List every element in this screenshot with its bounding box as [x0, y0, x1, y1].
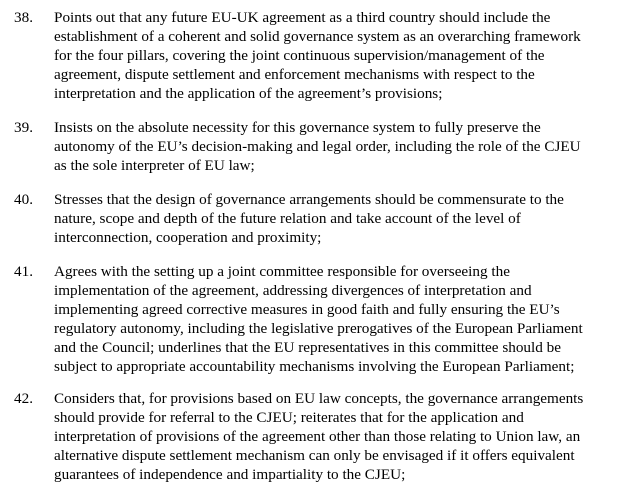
text-line: regulatory autonomy, including the legislative prerogatives of the European Parliament	[54, 320, 583, 337]
paragraph-number: 39.	[14, 119, 33, 136]
text-line: interpretation of provisions of the agreement other than those relating to Union law, an	[54, 428, 581, 445]
text-line: Stresses that the design of governance arrangements should be commensurate to the	[54, 191, 564, 208]
text-line: nature, scope and depth of the future relation and take account of the level of	[54, 210, 521, 227]
text-line: should provide for referral to the CJEU; reiterates that for the application and	[54, 409, 524, 426]
paragraph-number: 42.	[14, 390, 33, 407]
text-line: implementing agreed corrective measures in good faith and fully ensuring the EU’s	[54, 301, 560, 318]
text-line: interpretation and the application of the agreement’s provisions;	[54, 85, 443, 102]
text-line: subject to appropriate accountability mechanisms involving the European Parliament;	[54, 358, 575, 375]
text-line: Points out that any future EU-UK agreement as a third country should include the	[54, 9, 551, 26]
paragraph-number: 38.	[14, 9, 33, 26]
text-line: Considers that, for provisions based on EU law concepts, the governance arrangements	[54, 390, 584, 407]
text-line: and the Council; underlines that the EU representatives in this committee should be	[54, 339, 561, 356]
text-line: for the four pillars, covering the joint continuous supervision/management of the	[54, 47, 545, 64]
text-line: Insists on the absolute necessity for this governance system to fully preserve the	[54, 119, 541, 136]
text-line: autonomy of the EU’s decision-making and legal order, including the role of the CJEU	[54, 138, 581, 155]
paragraph-number: 40.	[14, 191, 33, 208]
text-line: establishment of a coherent and solid governance system as an overarching framework	[54, 28, 581, 45]
text-line: interconnection, cooperation and proximity;	[54, 229, 322, 246]
paragraph-text	[54, 262, 629, 376]
text-line: implementation of the agreement, addressing divergences of interpretation and	[54, 282, 532, 299]
text-line: as the sole interpreter of EU law;	[54, 157, 255, 174]
text-line: Agrees with the setting up a joint committee responsible for overseeing the	[54, 263, 510, 280]
paragraph-number: 41.	[14, 263, 33, 280]
text-line: guarantees of independence and impartiality to the CJEU;	[54, 466, 406, 483]
paragraph-text	[54, 8, 629, 103]
paragraph-text	[54, 190, 629, 247]
text-line: alternative dispute settlement mechanism can only be envisaged if it offers equivalent	[54, 447, 575, 464]
paragraph-text	[54, 118, 629, 175]
paragraph-text	[54, 389, 629, 484]
text-line: agreement, dispute settlement and enforcement mechanisms with respect to the	[54, 66, 535, 83]
